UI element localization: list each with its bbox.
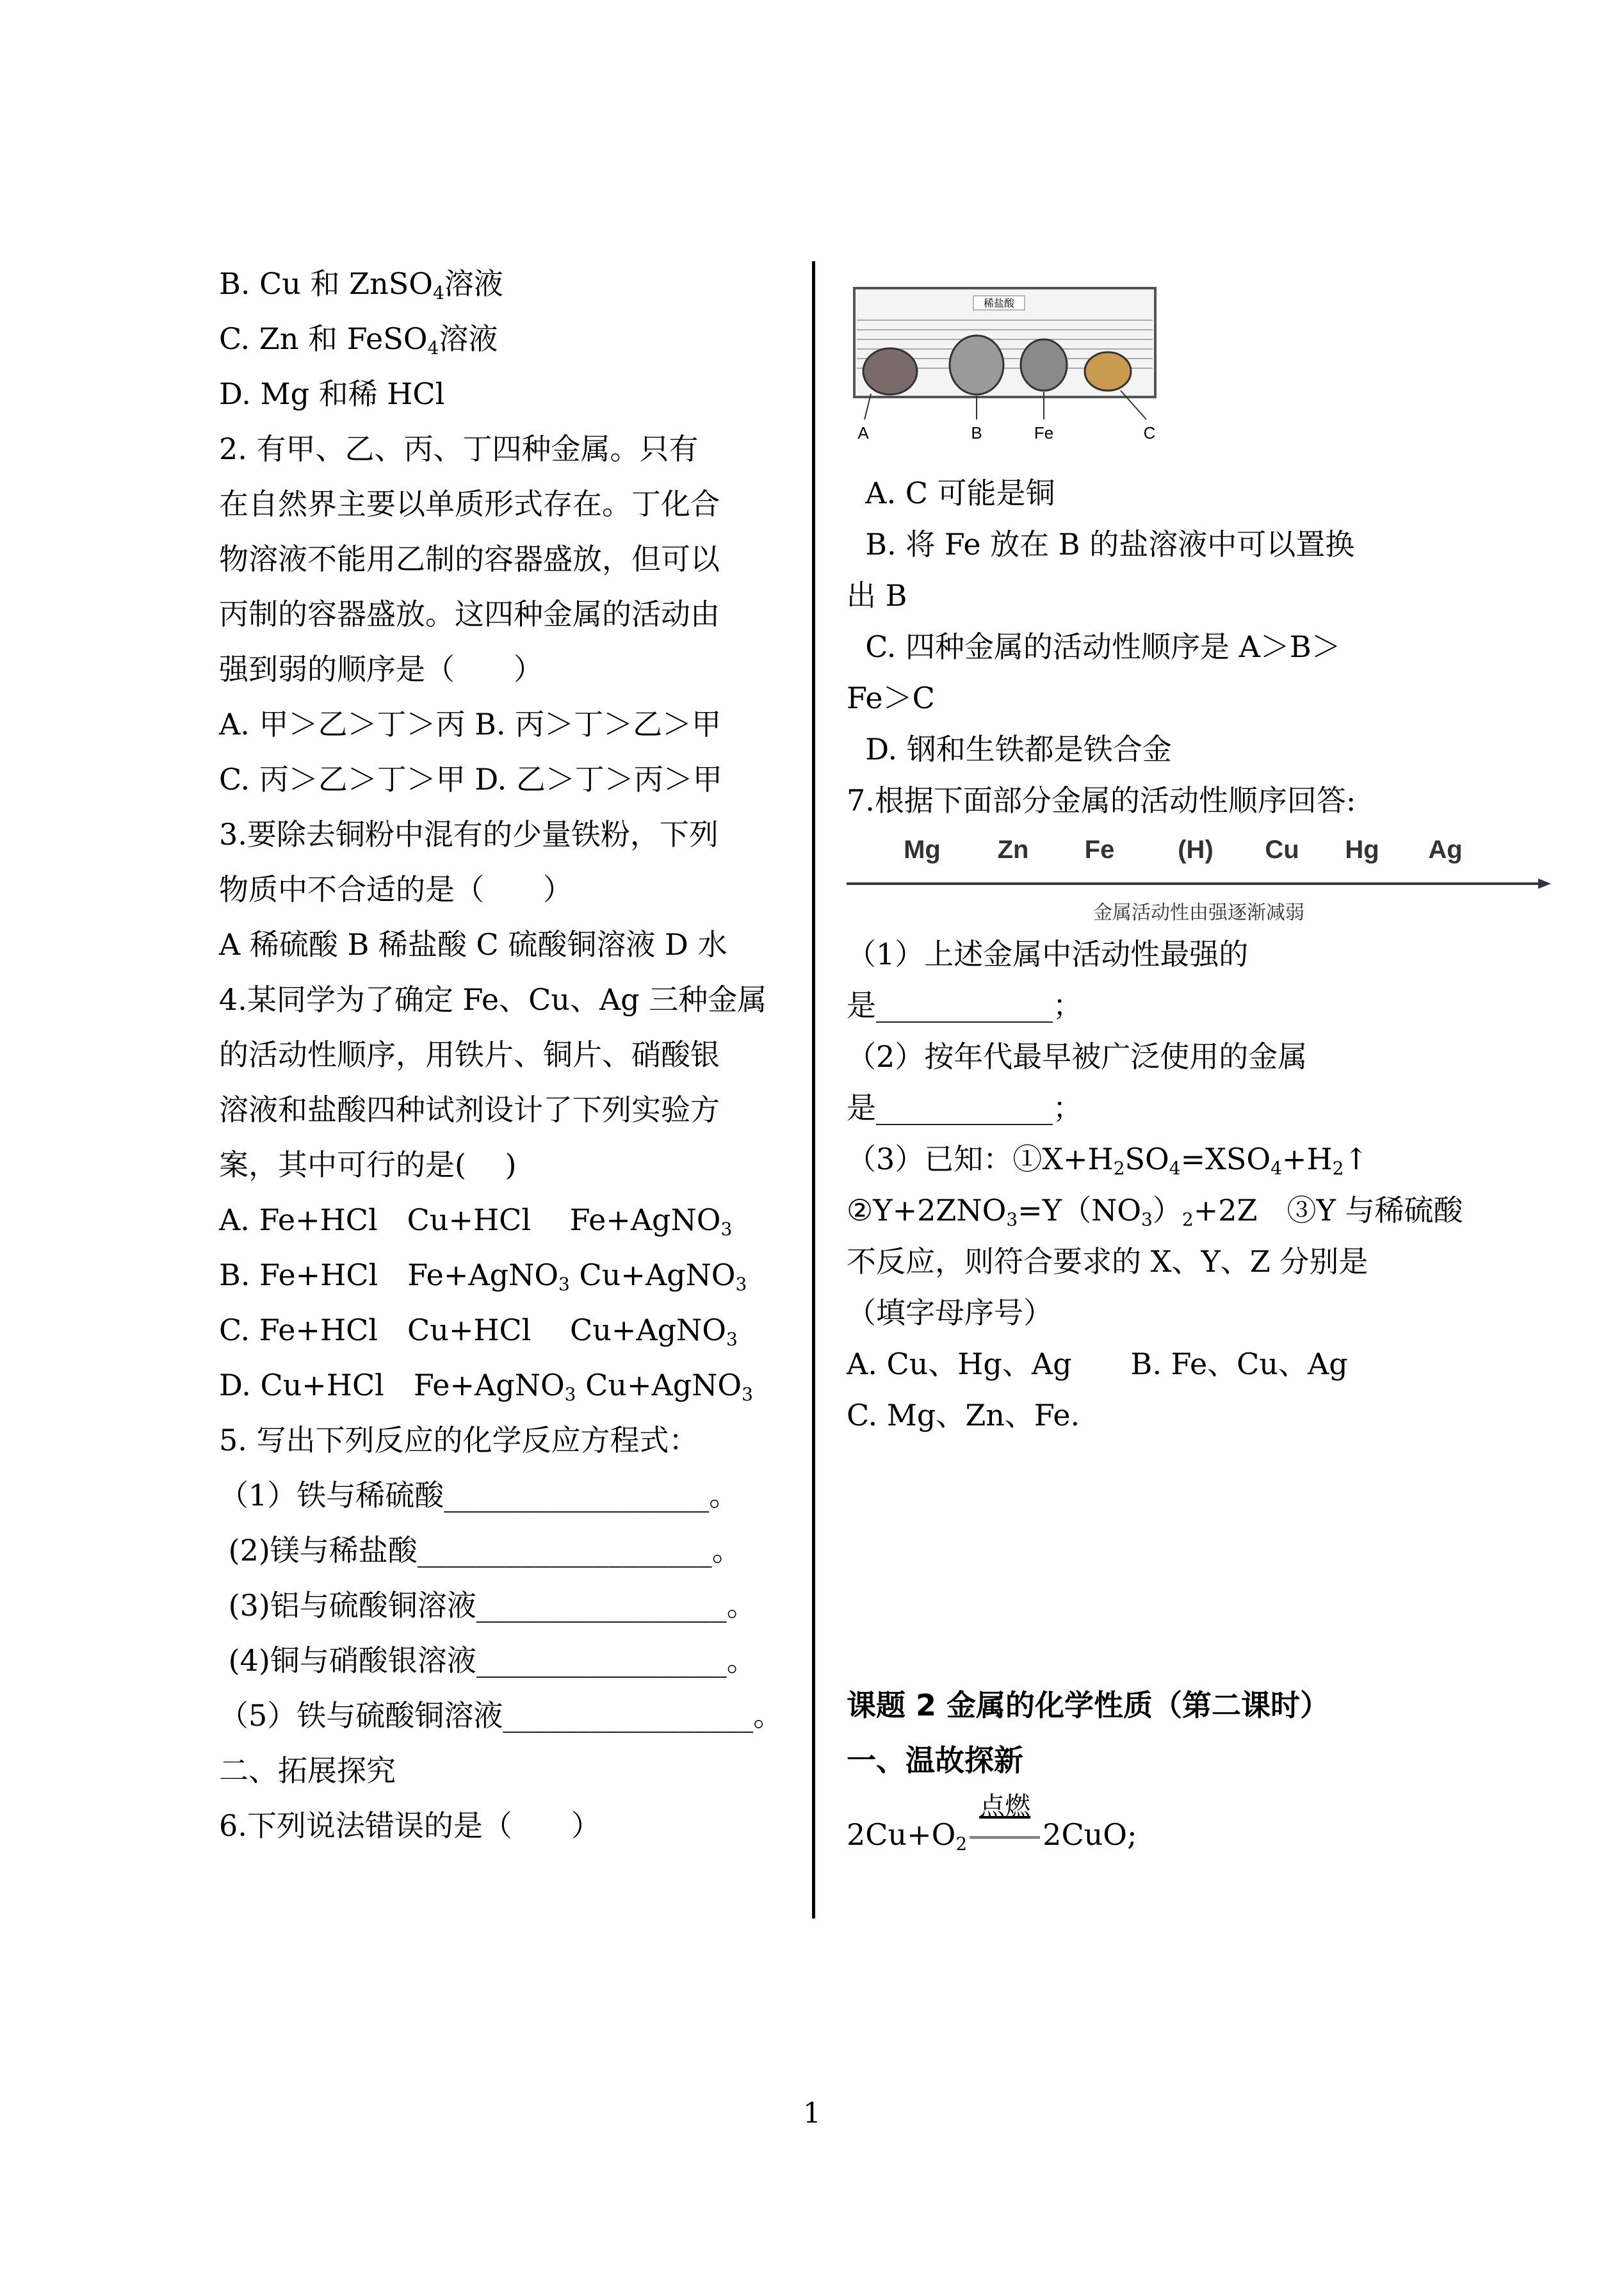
question-2-line-5: 强到弱的顺序是（ ） [219, 652, 543, 686]
answer-blank[interactable]: ____________ [876, 1091, 1053, 1125]
q6-option-a: A. C 可能是铜 [865, 476, 1055, 510]
metal-in-acid-figure [852, 282, 1172, 448]
answer-blank[interactable]: _________________ [476, 1643, 727, 1678]
question-4-line-1: 4.某同学为了确定 Fe、Cu、Ag 三种金属 [219, 982, 767, 1017]
question-5-item-3: (3)铝与硫酸铜溶液_________________。 [228, 1588, 756, 1623]
question-4-option-d: D. Cu+HCl Fe+AgNO$_3$ Cu+AgNO$_3$ [219, 1368, 753, 1405]
question-3-line-2: 物质中不合适的是（ ） [219, 872, 572, 907]
reaction-condition: 点燃 [970, 1807, 1040, 1862]
q6-option-b-line-2: 出 B [847, 578, 907, 613]
q7-part-3-hint: （填字母序号） [847, 1295, 1053, 1330]
question-7-title: 7.根据下面部分金属的活动性顺序回答: [847, 783, 1356, 818]
figure-label-fe: Fe [1034, 423, 1054, 442]
figure-tag: 稀盐酸 [983, 297, 1015, 309]
question-4-option-a: A. Fe+HCl Cu+HCl Fe+AgNO$_3$ [219, 1203, 733, 1240]
option-b: B. Cu 和 ZnSO$_4$溶液 [219, 266, 503, 304]
answer-blank[interactable]: ____________ [876, 988, 1053, 1023]
option-d: D. Mg 和稀 HCl [219, 377, 445, 411]
page-number: 1 [803, 2097, 821, 2130]
question-4-option-c: C. Fe+HCl Cu+HCl Cu+AgNO$_3$ [219, 1313, 738, 1350]
question-5-item-1: （1）铁与稀硫酸__________________。 [219, 1478, 739, 1512]
question-4-line-4: 案，其中可行的是( ) [219, 1148, 517, 1182]
q7-part-1-answer: 是____________； [847, 988, 1082, 1023]
series-metal: Hg [1345, 836, 1379, 864]
q6-option-b-line-1: B. 将 Fe 放在 B 的盐溶液中可以置换 [865, 527, 1355, 562]
series-metal: Cu [1265, 836, 1299, 864]
question-2-line-1: 2. 有甲、乙、丙、丁四种金属。只有 [219, 432, 699, 466]
lesson-block [847, 1678, 1551, 1862]
right-column [847, 467, 1525, 826]
activity-series-figure [847, 832, 1551, 929]
series-metal: Fe [1084, 836, 1115, 864]
q6-option-d: D. 钢和生铁都是铁合金 [865, 732, 1172, 766]
arrow-head-icon [1538, 879, 1551, 889]
q7-part-1: （1）上述金属中活动性最强的 [847, 937, 1249, 971]
question-2-options-cd: C. 丙＞乙＞丁＞甲 D. 乙＞丁＞丙＞甲 [219, 762, 722, 797]
series-metal: Mg [904, 836, 941, 864]
q7-options-c: C. Mg、Zn、Fe. [847, 1398, 1080, 1432]
series-metal: (H) [1178, 836, 1214, 864]
equation: $2Cu+O_2$ 点燃 2CuO; [847, 1807, 1551, 1862]
question-5-item-5: （5）铁与硫酸铜溶液_________________。 [219, 1698, 783, 1733]
question-5-item-2: (2)镁与稀盐酸____________________。 [228, 1533, 742, 1568]
series-metal: Zn [997, 836, 1029, 864]
question-6: 6.下列说法错误的是（ ） [219, 1808, 601, 1843]
question-2-line-4: 丙制的容器盛放。这四种金属的活动由 [219, 597, 720, 631]
question-2-line-3: 物溶液不能用乙制的容器盛放，但可以 [219, 542, 720, 576]
lesson-title: 课题 2 金属的化学性质（第二课时） [847, 1688, 1330, 1723]
answer-blank[interactable]: _________________ [503, 1698, 754, 1733]
left-column [219, 256, 795, 1853]
q7-part-2-answer: 是____________； [847, 1091, 1082, 1125]
question-2-line-2: 在自然界主要以单质形式存在。丁化合 [219, 487, 720, 521]
question-5-title: 5. 写出下列反应的化学反应方程式： [219, 1423, 699, 1457]
q6-option-c-line-2: Fe＞C [847, 681, 935, 715]
right-column-lower [847, 929, 1551, 1441]
question-4-line-3: 溶液和盐酸四种试剂设计了下列实验方 [219, 1092, 720, 1127]
option-c: C. Zn 和 FeSO$_4$溶液 [219, 321, 498, 359]
series-metal: Ag [1428, 836, 1463, 864]
q7-part-3-eq1: （3）已知：$①X+H_2SO_4=XSO_4+H_2↑$ [847, 1142, 1368, 1179]
q7-part-2: （2）按年代最早被广泛使用的金属 [847, 1039, 1308, 1074]
question-3-line-1: 3.要除去铜粉中混有的少量铁粉，下列 [219, 817, 719, 852]
q6-option-c-line-1: C. 四种金属的活动性顺序是 A＞B＞ [865, 629, 1341, 664]
answer-blank[interactable]: _________________ [476, 1588, 727, 1623]
figure-label-c: C [1143, 423, 1156, 442]
q7-options-ab: A. Cu、Hg、Ag B. Fe、Cu、Ag [847, 1347, 1348, 1381]
section-2-heading: 二、拓展探究 [219, 1753, 396, 1788]
question-5-item-4: (4)铜与硝酸银溶液_________________。 [228, 1643, 756, 1678]
question-2-options-ab: A. 甲＞乙＞丁＞丙 B. 丙＞丁＞乙＞甲 [219, 707, 722, 742]
answer-blank[interactable]: ____________________ [417, 1533, 712, 1568]
question-4-option-b: B. Fe+HCl Fe+AgNO$_3$ Cu+AgNO$_3$ [219, 1258, 747, 1295]
q7-part-3-eq2: $②Y+2ZNO_3=Y(NO_3)_2+2Z$ ③Y 与稀硫酸 [847, 1193, 1463, 1230]
question-3-options: A 稀硫酸 B 稀盐酸 C 硫酸铜溶液 D 水 [219, 927, 727, 962]
figure-label-b: B [971, 423, 982, 442]
section-1-heading: 一、温故探新 [847, 1743, 1023, 1778]
series-caption: 金属活动性由强逐渐减弱 [1093, 902, 1304, 924]
figure-label-a: A [857, 423, 869, 442]
question-4-line-2: 的活动性顺序，用铁片、铜片、硝酸银 [219, 1037, 720, 1072]
q7-part-3-question: 不反应，则符合要求的 X、Y、Z 分别是 [847, 1244, 1368, 1279]
column-divider [812, 261, 815, 1918]
answer-blank[interactable]: __________________ [444, 1478, 710, 1512]
